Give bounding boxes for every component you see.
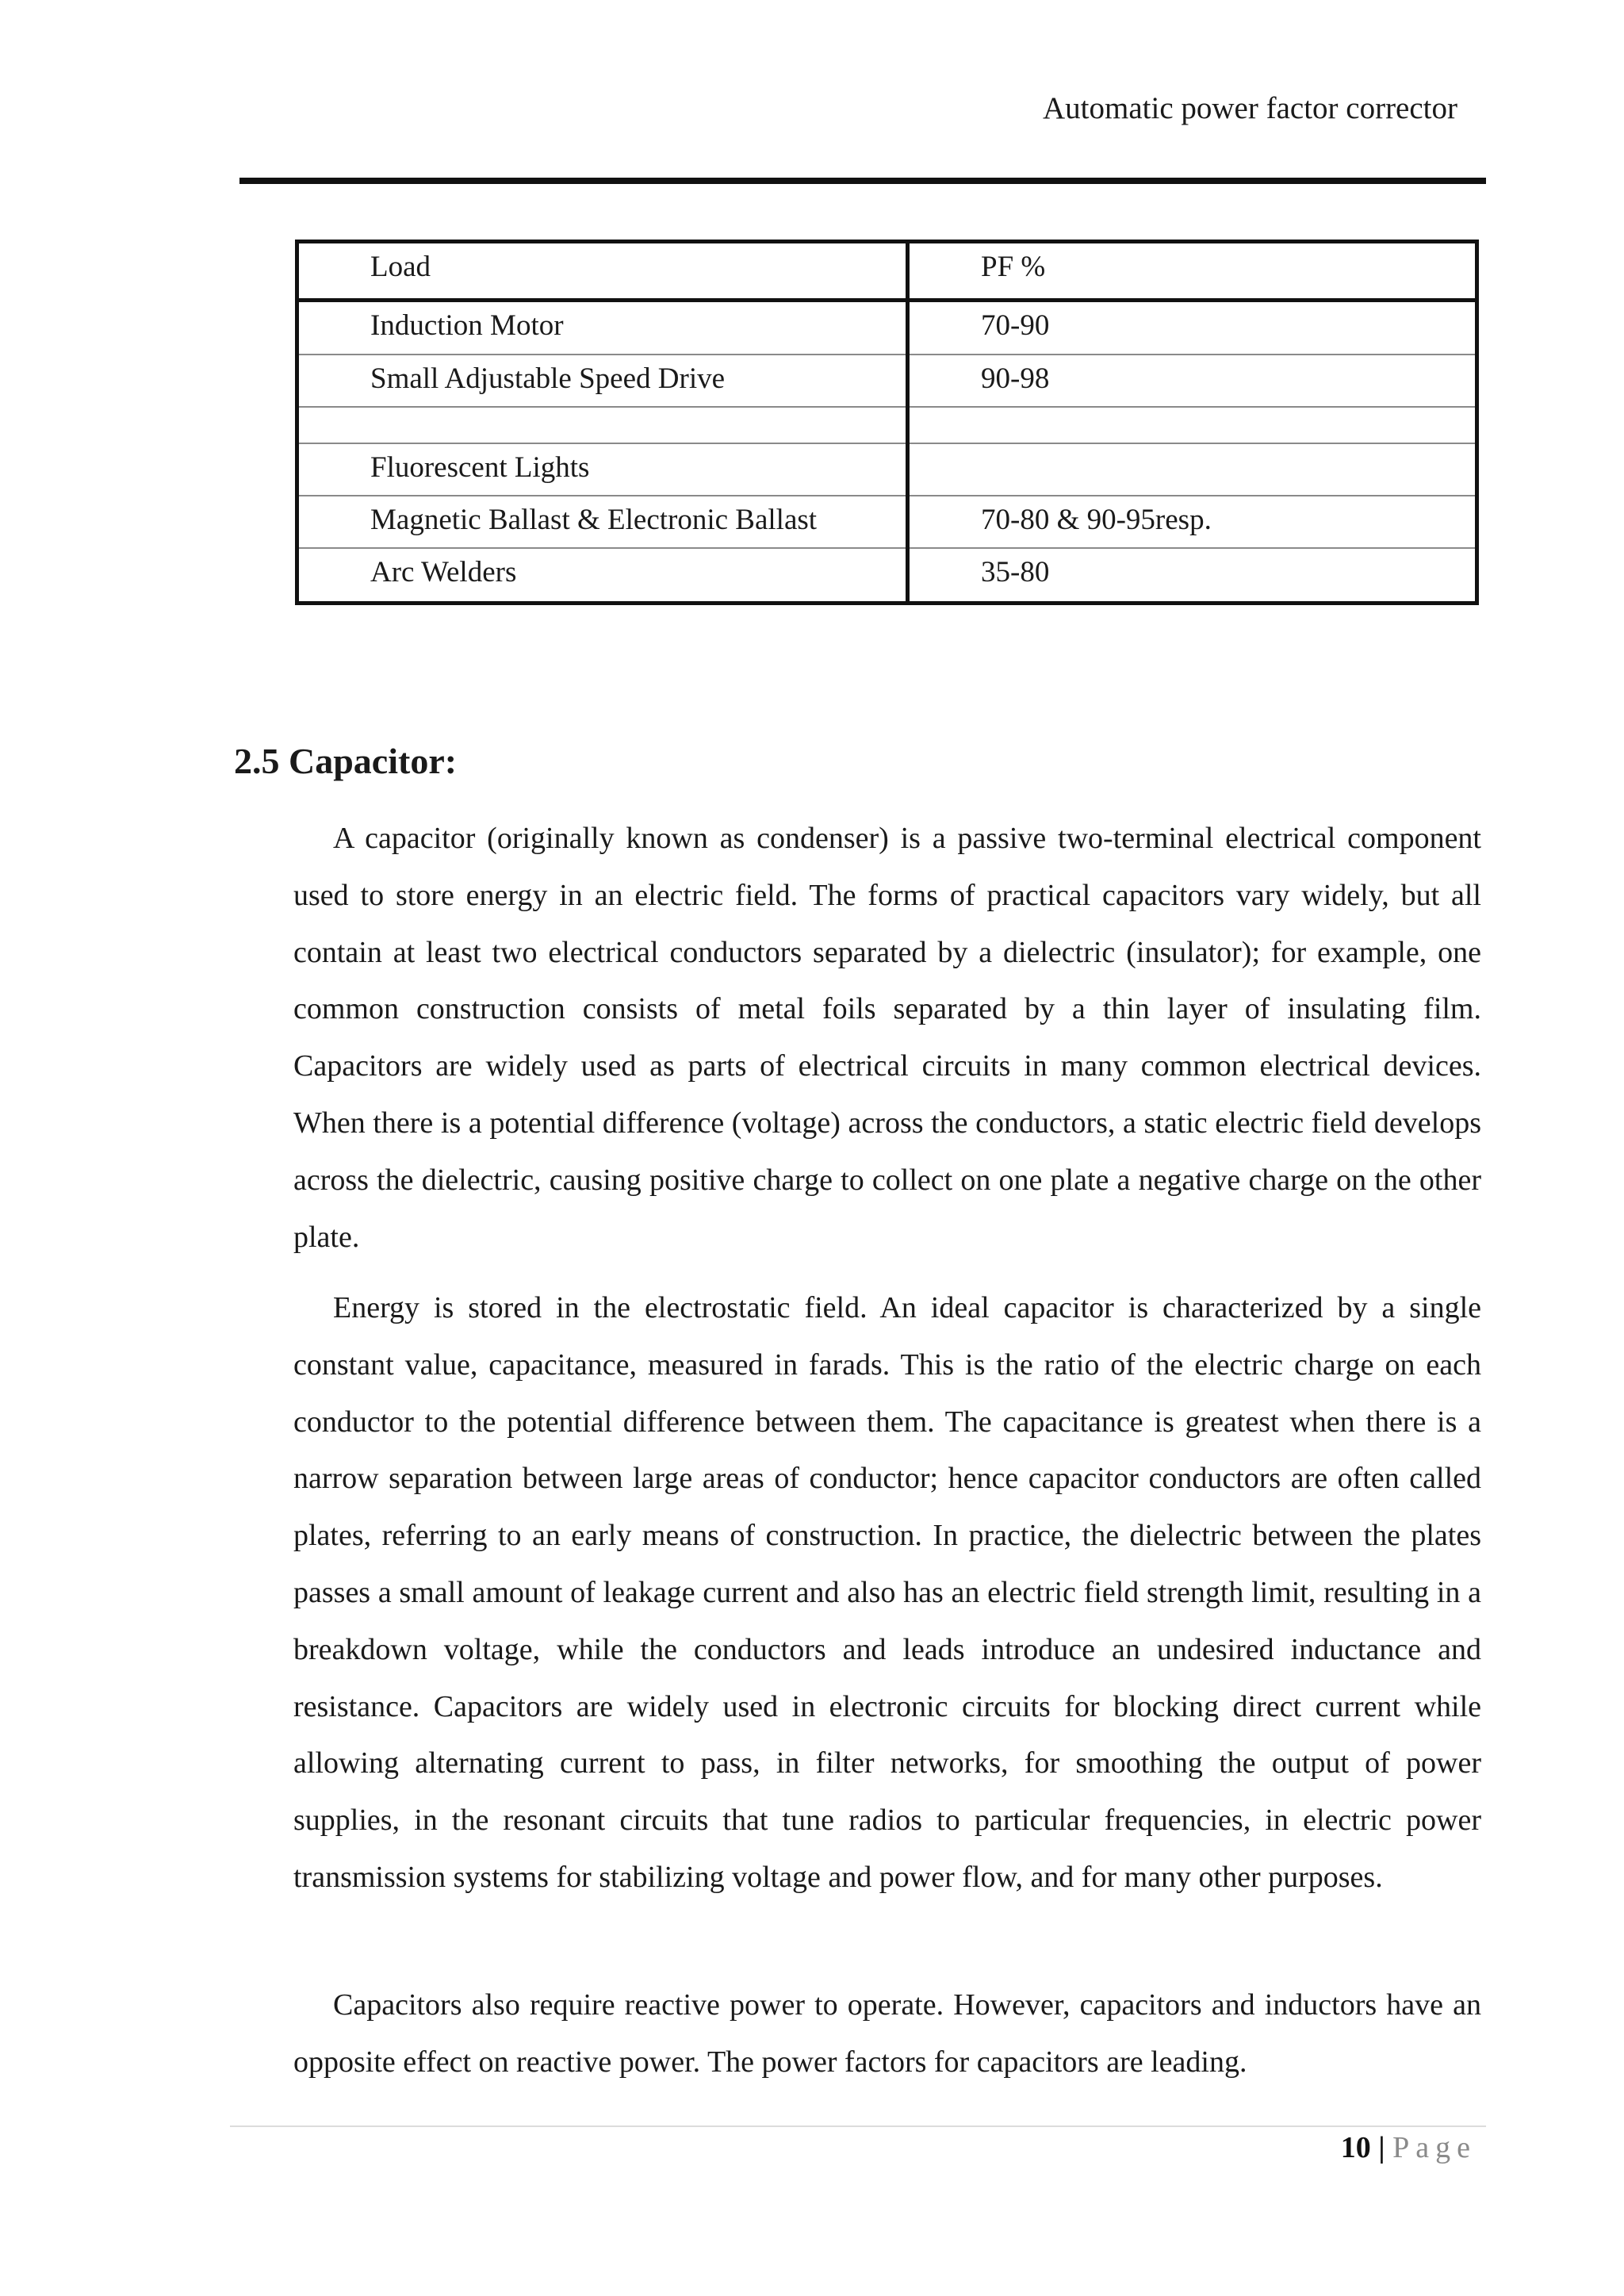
body-paragraph: A capacitor (originally known as condenser) is a passive two-terminal electrical component used to store energy in an electric field. The forms of practical capacitors vary widely, but all contain at least two electrical conductors separated by a dielectric (insulator); for example, one common construction consists of metal foils separated by a thin layer of insulating film. Capacitors are widely used as parts of electrical circuits in many common electrical devices. When there is a potential difference (voltage) across the conductors, a static electric field develops across the dielectric, causing positive charge to collect on one plate a negative charge on the other plate. bbox=[293, 822, 1481, 1254]
table-cell-load: Small Adjustable Speed Drive bbox=[297, 355, 908, 407]
power-factor-table bbox=[295, 240, 1479, 605]
table-cell-pf: 90-98 bbox=[908, 355, 1477, 407]
page-number: 10 bbox=[1340, 2131, 1371, 2164]
table-header-cell: Load bbox=[297, 242, 908, 301]
table-cell-load: Arc Welders bbox=[297, 548, 908, 604]
section-heading: 2.5 Capacitor: bbox=[234, 741, 458, 781]
page-separator: | bbox=[1378, 2131, 1385, 2164]
table-row bbox=[297, 496, 1477, 548]
page-label: Page bbox=[1392, 2131, 1477, 2164]
table-cell-pf: 70-90 bbox=[908, 301, 1477, 355]
running-header: Automatic power factor corrector bbox=[1043, 91, 1457, 125]
table-header-row bbox=[297, 242, 1477, 301]
table-header-cell: PF % bbox=[908, 242, 1477, 301]
table-row bbox=[297, 355, 1477, 407]
footer-rule bbox=[230, 2125, 1486, 2127]
table-row bbox=[297, 407, 1477, 443]
table-row bbox=[297, 548, 1477, 604]
table-cell-pf bbox=[908, 443, 1477, 496]
table-cell-pf bbox=[908, 407, 1477, 443]
page-footer bbox=[1341, 2126, 1477, 2169]
header-rule bbox=[239, 178, 1486, 184]
body-paragraph: Energy is stored in the electrostatic field. An ideal capacitor is characterized by a single constant value, capacitance, measured in farads. This is the ratio of the electric charge on each conductor to the potential difference between them. The capacitance is greatest when there is a narrow separation between large areas of conductor; hence capacitor conductors are often called plates, referring to an early means of construction. In practice, the dielectric between the plates passes a small amount of leakage current and also has an electric field strength limit, resulting in a breakdown voltage, while the conductors and leads introduce an undesired inductance and resistance. Capacitors are widely used in electronic circuits for blocking direct current while allowing alternating current to pass, in filter networks, for smoothing the output of power supplies, in the resonant circuits that tune radios to particular frequencies, in electric power transmission systems for stabilizing voltage and power flow, and for many other purposes. bbox=[293, 1291, 1481, 1894]
table-cell-load bbox=[297, 407, 908, 443]
table-cell-load: Magnetic Ballast & Electronic Ballast bbox=[297, 496, 908, 548]
body-paragraph: Capacitors also require reactive power to operate. However, capacitors and inductors have an opposite effect on reactive power. The power factors for capacitors are leading. bbox=[293, 1988, 1481, 2079]
table-cell-load: Induction Motor bbox=[297, 301, 908, 355]
table-cell-load: Fluorescent Lights bbox=[297, 443, 908, 496]
table-cell-pf: 35-80 bbox=[908, 548, 1477, 604]
table-row bbox=[297, 443, 1477, 496]
table-row bbox=[297, 301, 1477, 355]
table-cell-pf: 70-80 & 90-95resp. bbox=[908, 496, 1477, 548]
